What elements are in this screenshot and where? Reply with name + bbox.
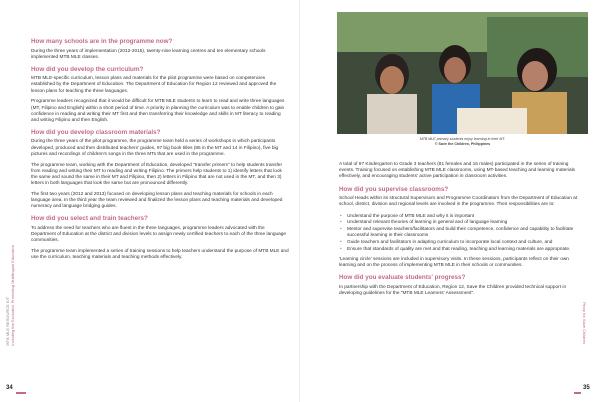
classroom-photo: [337, 12, 588, 134]
page-number-left: 34: [6, 385, 13, 391]
sidebar-subtitle: Including the Excluded: Promoting Multilingual Education: [10, 245, 15, 346]
heading-evaluate: How did you evaluate students' progress?: [339, 274, 466, 282]
list-item: • Mentor and supervise teachers/facilitators and build their competence, confidence and capability to facilitate successful learning in their classrooms: [347, 227, 585, 239]
paragraph: In partnership with the Department of Education, Region 12, Save the Children provided technical support in developing guidelines for the "MTB MLE Learners' Assessment".: [339, 284, 567, 297]
left-sidebar-text: [5, 245, 15, 346]
list-item: • Understand relevant theories of learning in general and of language learning: [347, 220, 585, 226]
list-item: • Ensure that standards of quality are met and that reading, teaching and learning materials are appropriate.: [347, 247, 585, 253]
paragraph: During the three years of implementation (2012-2015), twenty-nine learning centres and ten elementary schools implemented MTB MLE classes.: [31, 48, 266, 60]
caption-credit: © Save the Children, Philippines: [434, 141, 491, 146]
intro-paragraph: A total of 97 Kindergarten to Grade 3 teachers (81 females and 16 males) participated in the series of training events. Training focused on establishing MTB MLE classrooms, using MT-based teaching and learning materials effectively, and encouraging students' active participation in classroom activities.: [339, 162, 576, 180]
list-item: • Understand the purpose of MTB MLE and why it is important: [347, 214, 585, 220]
paragraph: During the three years of the pilot programme, the programme team held a series of workshops in which participants developed, produced and then distributed teachers' guides, 97 big book titles (85 in the MT and 14 in Filipino), five big pictures and recordings of children's songs in the three MTs that are used in the programme.: [31, 139, 279, 157]
page-number-bar-right: [574, 392, 581, 394]
right-sidebar-text: Pinoy for Save Children: [582, 302, 587, 345]
list-item: • Guide teachers and facilitators in adapting curriculum to incorporate local context and culture, and: [347, 240, 585, 246]
page-gutter: [299, 0, 300, 402]
paragraph: School Heads within its structural Supervisors and Programme Coordinators from the Department of Education at school, district, division and regional levels are involved in the programme. Their responsibilities are to:: [339, 196, 578, 208]
right-column: [339, 162, 585, 302]
page-number-right: 35: [583, 385, 590, 391]
sidebar-title: MTB MLE RESOURCE KIT: [5, 296, 10, 346]
paragraph: The programme team, working with the Department of Education, developed "transfer primers" to help students transfer from reading and writing their MT to reading and writing Filipino. The primers help students to 1) identify letters that look the same and sound the same in their MT and Filipino, then 2) letters in Filipino that are not used in the MT, and then 3) letters in both languages that look the same but are pronounced differently.: [31, 162, 283, 187]
responsibility-list: [339, 214, 585, 253]
heading-materials: How did you develop classroom materials?: [31, 128, 161, 136]
page-number-bar-left: [16, 392, 26, 394]
paragraph: Programme leaders recognized that it would be difficult for MTB MLE students to learn to read and write three languages (MT, Filipino and English) within a short period of time. A priority in planning the curriculum was to enable children to gain confidence in reading and writing their MT first and then transferring their knowledge and skills in MT literacy to reading and writing Filipino and then English.: [31, 99, 285, 123]
paragraph: 'Learning circle' sessions are included in supervisory visits. In these sessions, participants reflect on their own learning and on the process of implementing MTB MLE in their schools or communities.: [339, 256, 569, 269]
left-column: [31, 38, 289, 266]
heading-schools: How many schools are in the programme now?: [31, 38, 173, 45]
caption-text: MTB MLE primary students enjoy learning in their MT.: [419, 137, 506, 141]
left-sidebar: [5, 245, 19, 365]
paragraph: The first two years (2012 and 2013) focused on developing lesson plans and teaching materials for schools in each language area. In the third year the team reviewed and finalized the lesson plans and teaching materials and developed numeracy and language bridging guides.: [31, 192, 283, 210]
paragraph: To address the need for teachers who are fluent in the three languages, programme leaders advocated with the Department of Education at the district and division levels to assign newly certified teachers to each of the three language communities.: [31, 225, 287, 244]
right-sidebar: [582, 302, 592, 382]
heading-teachers: How did you select and train teachers?: [31, 215, 148, 223]
paragraph: MTB MLE-specific curriculum, lesson plans and materials for the pilot programme were based on competencies established by the Department of Education. The Department of Education for Region 12 reviewed and approved the lesson plans for teaching the three languages.: [31, 76, 277, 94]
heading-curriculum: How did you develop the curriculum?: [31, 65, 144, 73]
paragraph: The programme team implemented a series of training sessions to help teachers understand the purpose of MTB MLE and use the curriculum, teaching materials and teaching methods effectively.: [31, 249, 289, 261]
classroom-photo-illustration: [337, 12, 588, 134]
photo-caption: [337, 137, 588, 146]
heading-supervise: How did you supervise classrooms?: [339, 185, 449, 193]
